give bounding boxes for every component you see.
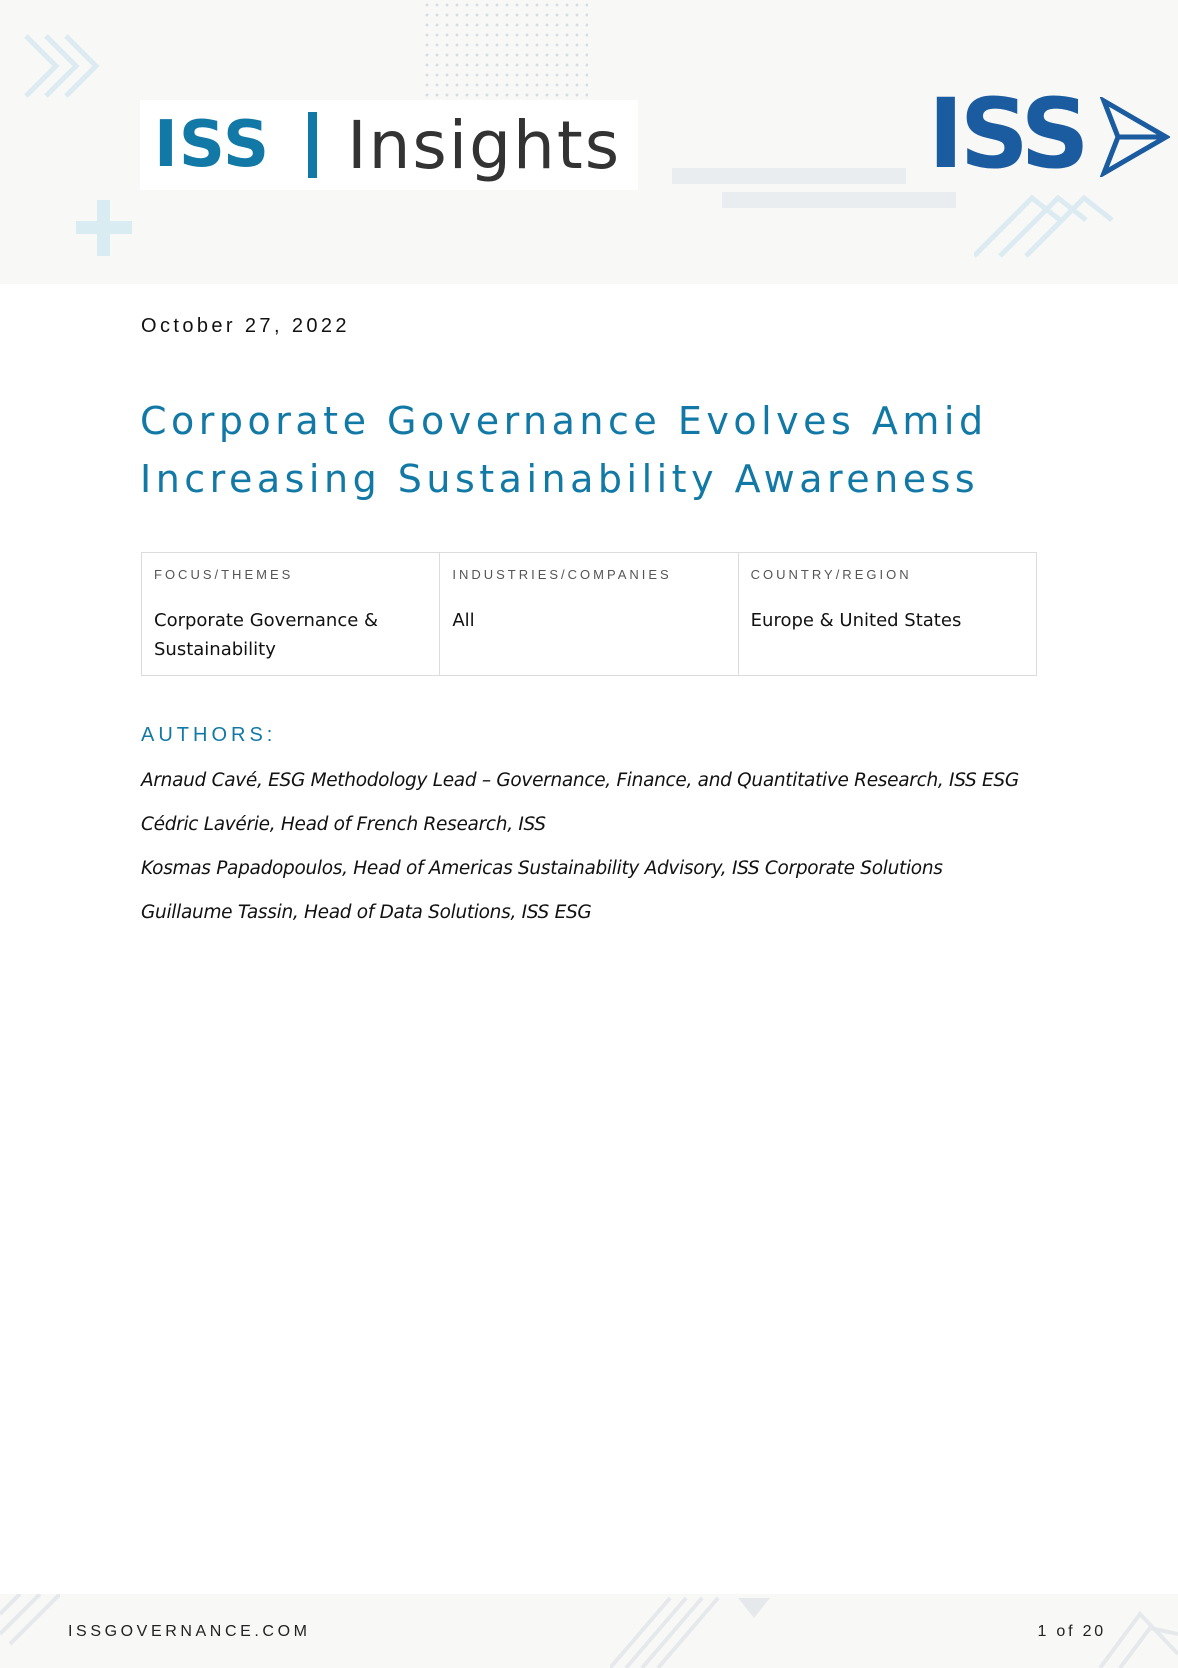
iss-logo: [928, 78, 1170, 190]
page-header: [0, 0, 1178, 284]
metadata-column-industries: [440, 553, 738, 675]
hatch-decoration-icon: [0, 1594, 60, 1668]
masthead-product: Insights: [347, 106, 622, 184]
metadata-table: [141, 552, 1037, 676]
authors-heading: AUTHORS:: [141, 724, 277, 746]
logo-text: ISS: [928, 78, 1086, 190]
dot-pattern-decoration: [422, 0, 588, 100]
masthead-divider: [308, 112, 317, 178]
metadata-header: INDUSTRIES/COMPANIES: [452, 567, 672, 582]
author-item: Cédric Lavérie, Head of French Research, ISS: [141, 814, 546, 835]
masthead-brand: ISS: [154, 108, 271, 182]
page-number: 1 of 20: [1037, 1623, 1106, 1640]
footer-website-link[interactable]: ISSGOVERNANCE.COM: [68, 1623, 311, 1640]
bar-decoration: [672, 168, 906, 184]
page-footer: [0, 1594, 1178, 1668]
author-item: Arnaud Cavé, ESG Methodology Lead – Governance, Finance, and Quantitative Research, ISS ESG: [141, 770, 1019, 791]
metadata-header: COUNTRY/REGION: [750, 567, 912, 582]
document-title: Corporate Governance Evolves Amid Increasing Sustainability Awareness: [140, 399, 988, 501]
authors-list: [141, 768, 1019, 944]
publication-date: October 27, 2022: [141, 315, 350, 337]
metadata-column-region: [739, 553, 1036, 675]
masthead: [140, 100, 638, 190]
chevron-decoration-icon: [18, 30, 108, 102]
author-item: Guillaume Tassin, Head of Data Solutions, ISS ESG: [141, 902, 592, 923]
author-item: Kosmas Papadopoulos, Head of Americas Sustainability Advisory, ISS Corporate Solutions: [141, 858, 943, 879]
plus-decoration-icon: [76, 200, 132, 256]
hatch-decoration-icon: [610, 1594, 770, 1668]
metadata-column-focus: [142, 553, 440, 675]
triangle-arrow-icon: [1100, 97, 1170, 177]
metadata-value: All: [452, 610, 475, 631]
bar-decoration: [722, 192, 956, 208]
metadata-value: Corporate Governance & Sustainability: [154, 610, 379, 660]
metadata-header: FOCUS/THEMES: [154, 567, 294, 582]
metadata-value: Europe & United States: [750, 610, 962, 631]
